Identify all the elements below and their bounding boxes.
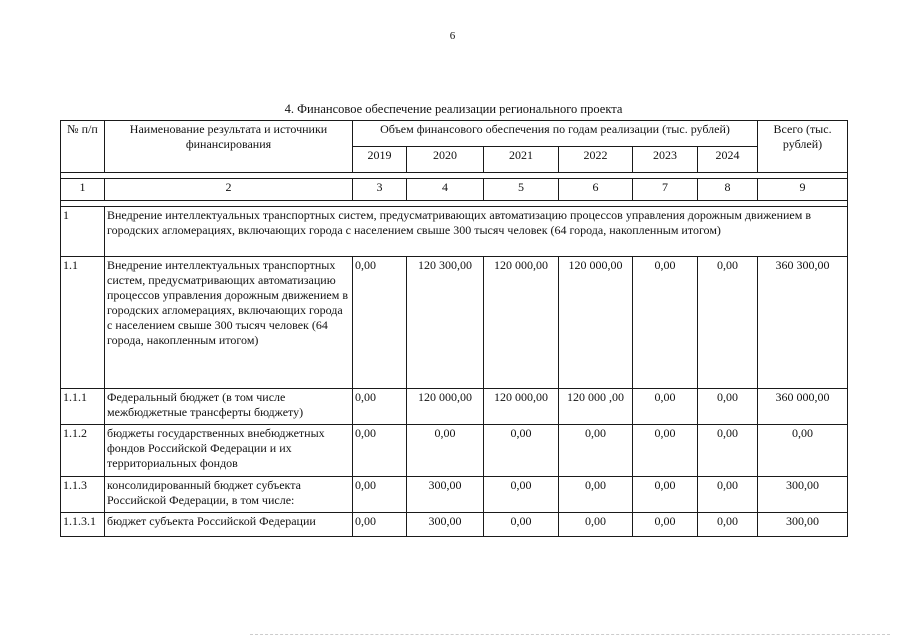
row-num: 1.1.2 xyxy=(61,425,105,477)
section-text: Внедрение интеллектуальных транспортных систем, предусматривающих автоматизацию процессов управления дорожным движением в городских агломерациях, включающих города с населением свыше 300 тысяч человек (64 города, накопленным итогом) xyxy=(105,207,848,257)
cell-2019: 0,00 xyxy=(353,389,407,425)
row-num: 1.1.3 xyxy=(61,477,105,513)
cell-2019: 0,00 xyxy=(353,513,407,537)
cell-total: 0,00 xyxy=(758,425,848,477)
row-name: Федеральный бюджет (в том числе межбюджетные трансферты бюджету) xyxy=(105,389,353,425)
row-name: Внедрение интеллектуальных транспортных систем, предусматривающих автоматизацию процессов управления дорожным движением в городских агломерациях, включающих города с населением свыше 300 тысяч человек (64 города, накопленным итогом) xyxy=(105,257,353,389)
cell-2019: 0,00 xyxy=(353,257,407,389)
cell-2019: 0,00 xyxy=(353,477,407,513)
cell-2020: 120 000,00 xyxy=(407,389,484,425)
column-number: 4 xyxy=(407,179,484,201)
header-num: № п/п xyxy=(61,121,105,173)
cell-2024: 0,00 xyxy=(698,513,758,537)
header-year: 2024 xyxy=(698,147,758,173)
header-year: 2020 xyxy=(407,147,484,173)
cell-2020: 300,00 xyxy=(407,477,484,513)
cell-2022: 0,00 xyxy=(559,513,633,537)
table-row xyxy=(61,425,848,477)
cell-2021: 0,00 xyxy=(484,513,559,537)
cell-total: 300,00 xyxy=(758,513,848,537)
cell-2023: 0,00 xyxy=(633,513,698,537)
cell-2022: 0,00 xyxy=(559,477,633,513)
cell-2024: 0,00 xyxy=(698,389,758,425)
cell-2023: 0,00 xyxy=(633,257,698,389)
row-name: консолидированный бюджет субъекта Российской Федерации, в том числе: xyxy=(105,477,353,513)
header-year: 2021 xyxy=(484,147,559,173)
section-title: 4. Финансовое обеспечение реализации регионального проекта xyxy=(284,102,623,116)
cell-2023: 0,00 xyxy=(633,477,698,513)
column-number: 7 xyxy=(633,179,698,201)
cell-2022: 120 000,00 xyxy=(559,257,633,389)
header-year: 2019 xyxy=(353,147,407,173)
cell-2024: 0,00 xyxy=(698,425,758,477)
table-row xyxy=(61,257,848,389)
row-num: 1.1 xyxy=(61,257,105,389)
column-number: 8 xyxy=(698,179,758,201)
financing-table xyxy=(60,120,848,537)
cell-total: 300,00 xyxy=(758,477,848,513)
cell-2020: 0,00 xyxy=(407,425,484,477)
row-num: 1.1.3.1 xyxy=(61,513,105,537)
table-row xyxy=(61,389,848,425)
cell-total: 360 300,00 xyxy=(758,257,848,389)
header-total: Всего (тыс. рублей) xyxy=(758,121,848,173)
section-num: 1 xyxy=(61,207,105,257)
header-year: 2023 xyxy=(633,147,698,173)
page-number: 6 xyxy=(449,30,456,42)
header-volume: Объем финансового обеспечения по годам реализации (тыс. рублей) xyxy=(353,121,758,147)
column-number: 9 xyxy=(758,179,848,201)
cell-2020: 120 300,00 xyxy=(407,257,484,389)
cell-2021: 0,00 xyxy=(484,425,559,477)
cell-2023: 0,00 xyxy=(633,425,698,477)
scan-artifact-line xyxy=(250,634,890,637)
column-number: 1 xyxy=(61,179,105,201)
cell-2024: 0,00 xyxy=(698,257,758,389)
column-number: 3 xyxy=(353,179,407,201)
cell-2022: 120 000 ,00 xyxy=(559,389,633,425)
row-name: бюджет субъекта Российской Федерации xyxy=(105,513,353,537)
header-name: Наименование результата и источники финансирования xyxy=(105,121,353,173)
cell-2022: 0,00 xyxy=(559,425,633,477)
cell-2020: 300,00 xyxy=(407,513,484,537)
cell-2021: 120 000,00 xyxy=(484,257,559,389)
cell-total: 360 000,00 xyxy=(758,389,848,425)
row-num: 1.1.1 xyxy=(61,389,105,425)
cell-2024: 0,00 xyxy=(698,477,758,513)
cell-2021: 0,00 xyxy=(484,477,559,513)
table-row xyxy=(61,513,848,537)
cell-2023: 0,00 xyxy=(633,389,698,425)
cell-2019: 0,00 xyxy=(353,425,407,477)
table-row xyxy=(61,477,848,513)
row-name: бюджеты государственных внебюджетных фондов Российской Федерации и их территориальных фондов xyxy=(105,425,353,477)
header-year: 2022 xyxy=(559,147,633,173)
column-number: 5 xyxy=(484,179,559,201)
column-number: 2 xyxy=(105,179,353,201)
cell-2021: 120 000,00 xyxy=(484,389,559,425)
column-number: 6 xyxy=(559,179,633,201)
